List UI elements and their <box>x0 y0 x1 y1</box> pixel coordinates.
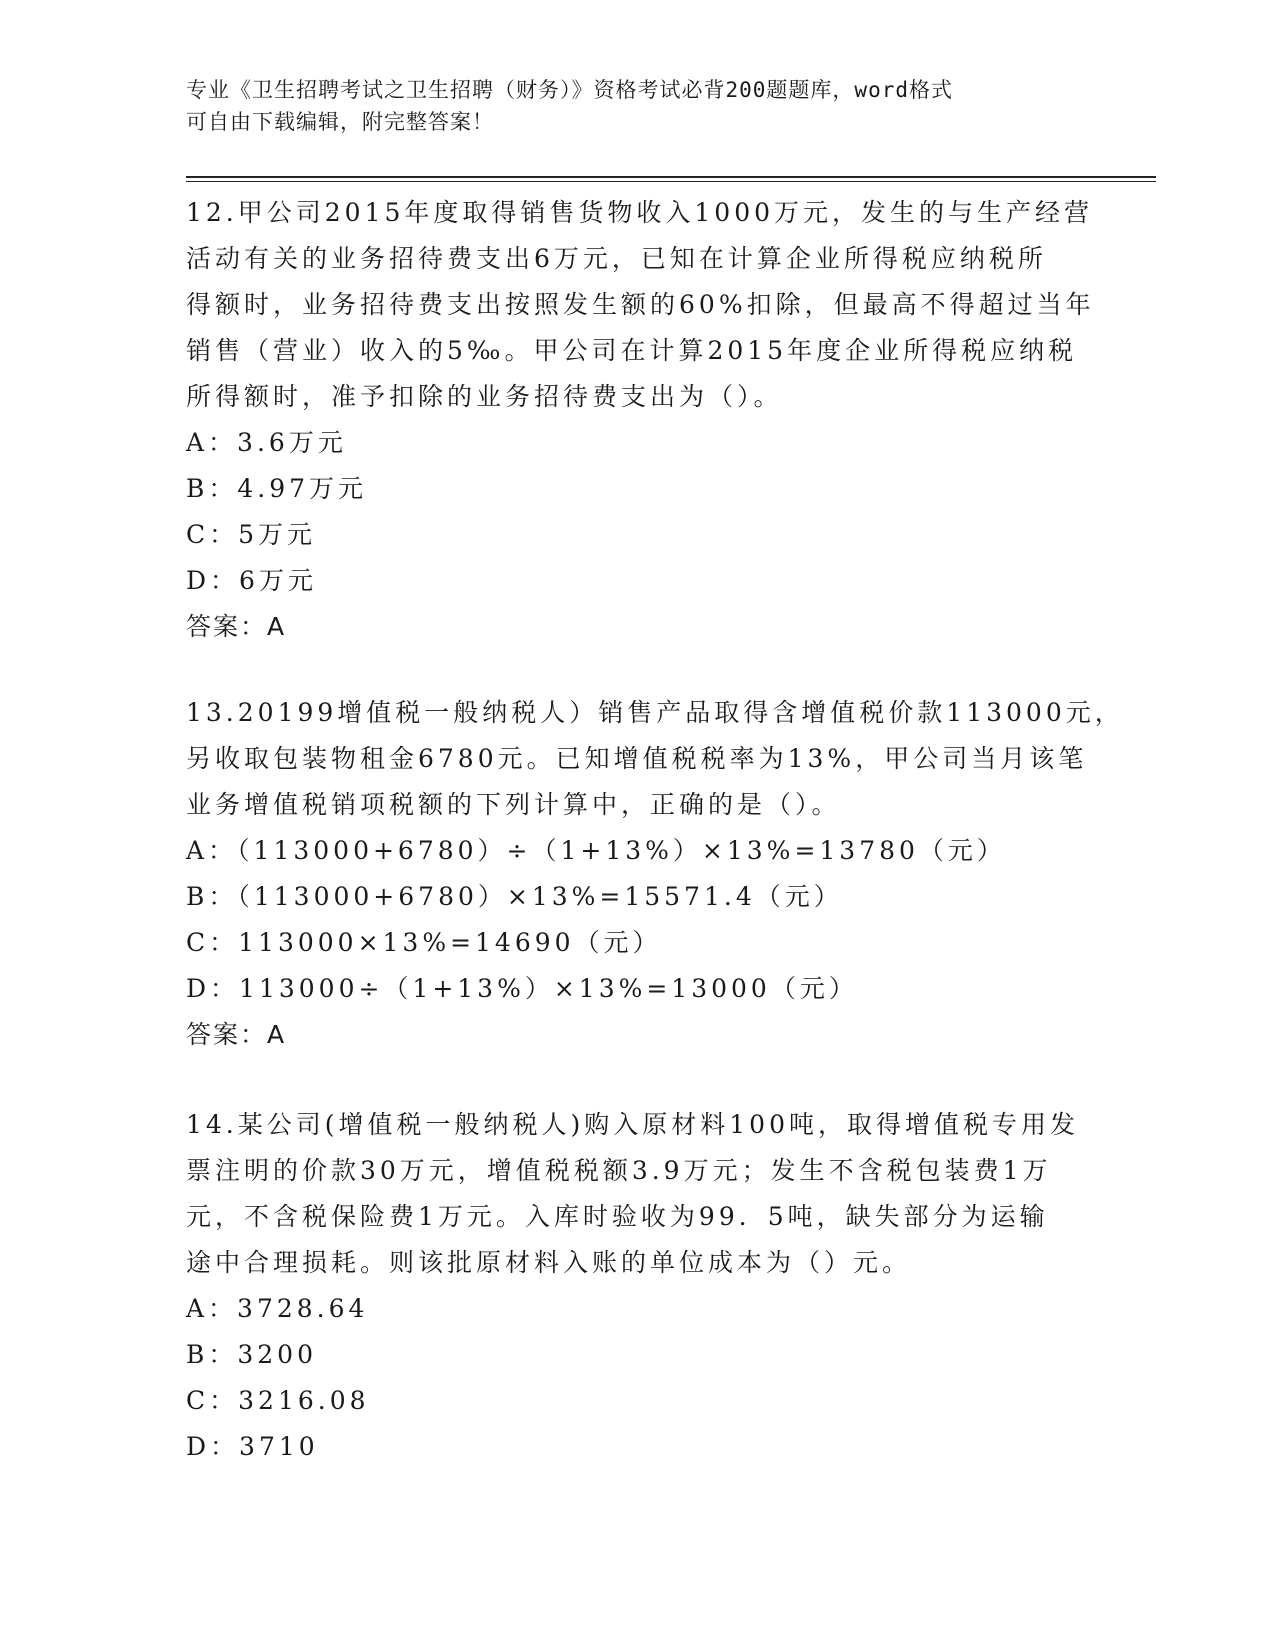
option-d: D：3710 <box>186 1432 319 1461</box>
option-a: A：3.6万元 <box>186 428 347 457</box>
stem-line: 票注明的价款30万元，增值税税额3.9万元；发生不含税包装费1万 <box>186 1156 1052 1185</box>
question-14 <box>186 1102 1086 1470</box>
option-b: B：（113000+6780）×13%=15571.4（元） <box>186 882 843 911</box>
stem-line: 得额时，业务招待费支出按照发生额的60%扣除，但最高不得超过当年 <box>186 290 1095 319</box>
option-c: C：5万元 <box>186 520 317 549</box>
question-stem <box>186 190 1095 420</box>
stem-line: 13.20199增值税一般纳税人）销售产品取得含增值税价款113000元， <box>186 698 1124 727</box>
stem-line: 活动有关的业务招待费支出6万元，已知在计算企业所得税应纳税所 <box>186 244 1047 273</box>
stem-line: 元，不含税保险费1万元。入库时验收为99．5吨，缺失部分为运输 <box>186 1202 1049 1231</box>
header-divider-thin <box>186 181 1156 182</box>
option-c: C：3216.08 <box>186 1386 370 1415</box>
stem-line: 12.甲公司2015年度取得销售货物收入1000万元，发生的与生产经营 <box>186 198 1094 227</box>
option-b: B：3200 <box>186 1340 317 1369</box>
option-c: C：113000×13%=14690（元） <box>186 928 662 957</box>
header-divider-thick <box>186 176 1156 178</box>
option-a: A：3728.64 <box>186 1294 369 1323</box>
stem-line: 14.某公司(增值税一般纳税人)购入原材料100吨，取得增值税专用发 <box>186 1110 1079 1139</box>
option-d: D：113000÷（1+13%）×13%=13000（元） <box>186 974 858 1003</box>
answer-line: 答案：A <box>186 612 287 641</box>
header-line-2: 可自由下载编辑，附完整答案！ <box>186 110 494 134</box>
stem-line: 途中合理损耗。则该批原材料入账的单位成本为（）元。 <box>186 1248 912 1277</box>
answer-line: 答案：A <box>186 1020 287 1049</box>
option-a: A：（113000+6780）÷（1+13%）×13%=13780（元） <box>186 836 1006 865</box>
question-stem <box>186 1102 1086 1286</box>
stem-line: 所得额时，准予扣除的业务招待费支出为（）。 <box>186 382 783 411</box>
option-b: B：4.97万元 <box>186 474 368 503</box>
option-d: D：6万元 <box>186 566 317 595</box>
header-line-1: 专业《卫生招聘考试之卫生招聘（财务）》资格考试必背200题题库，word格式 <box>186 78 953 102</box>
question-stem <box>186 690 1124 828</box>
question-13 <box>186 690 1124 1058</box>
stem-line: 销售（营业）收入的5‰。甲公司在计算2015年度企业所得税应纳税 <box>186 336 1078 365</box>
question-12 <box>186 190 1095 650</box>
stem-line: 业务增值税销项税额的下列计算中，正确的是（）。 <box>186 790 841 819</box>
stem-line: 另收取包装物租金6780元。已知增值税税率为13%，甲公司当月该笔 <box>186 744 1088 773</box>
document-header <box>186 74 1066 138</box>
